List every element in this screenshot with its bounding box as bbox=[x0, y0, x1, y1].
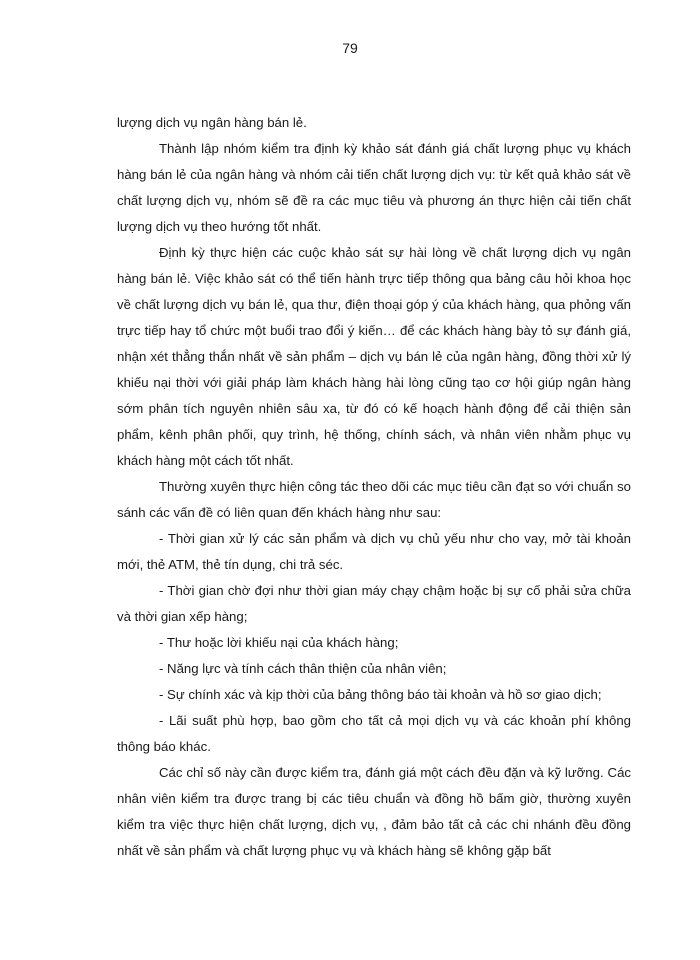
list-item-processing-time: - Thời gian xử lý các sản phẩm và dịch vụ chủ yếu như cho vay, mở tài khoản mới, thẻ ATM, thẻ tín dụng, chi trả séc. bbox=[117, 531, 631, 572]
paragraph-1: lượng dịch vụ ngân hàng bán lẻ. bbox=[117, 115, 307, 130]
paragraph-2: Thành lập nhóm kiểm tra định kỳ khảo sát đánh giá chất lượng phục vụ khách hàng bán lẻ của ngân hàng và nhóm cải tiến chất lượng dịch vụ: từ kết quả khảo sát về chất lượng dịch vụ, nhóm sẽ đề ra các mục tiêu và phương án thực hiện cải tiến chất lượng dịch vụ theo hướng tốt nhất. bbox=[117, 141, 631, 234]
document-body bbox=[117, 110, 631, 864]
page-number: 79 bbox=[342, 40, 358, 56]
paragraph-3: Định kỳ thực hiện các cuộc khảo sát sự hài lòng về chất lượng dịch vụ ngân hàng bán lẻ. Việc khảo sát có thể tiến hành trực tiếp thông qua bảng câu hỏi khoa học về chất lượng dịch vụ bán lẻ, qua thư, điện thoại góp ý của khách hàng, qua phỏng vấn trực tiếp hay tổ chức một buổi trao đổi ý kiến… để các khách hàng bày tỏ sự đánh giá, nhận xét thẳng thắn nhất về sản phẩm – dịch vụ bán lẻ của ngân hàng, đồng thời xử lý khiếu nại thời với giải pháp làm khách hàng hài lòng cũng tạo cơ hội giúp ngân hàng sớm phân tích nguyên nhiên sâu xa, từ đó có kế hoạch hành động để cải thiện sản phẩm, kênh phân phối, quy trình, hệ thống, chính sách, và nhân viên nhằm phục vụ khách hàng một cách tốt nhất. bbox=[117, 245, 631, 468]
list-item-staff-capability: - Năng lực và tính cách thân thiện của nhân viên; bbox=[159, 661, 447, 676]
paragraph-5: Các chỉ số này cần được kiểm tra, đánh giá một cách đều đặn và kỹ lưỡng. Các nhân viên kiểm tra được trang bị các tiêu chuẩn và đồng hồ bấm giờ, thường xuyên kiểm tra việc thực hiện chất lượng, dịch vụ, , đảm bảo tất cả các chi nhánh đều đồng nhất về sản phẩm và chất lượng phục vụ và khách hàng sẽ không gặp bất bbox=[117, 765, 631, 858]
list-item-accuracy: - Sự chính xác và kịp thời của bảng thông báo tài khoản và hồ sơ giao dịch; bbox=[159, 687, 602, 702]
paragraph-4: Thường xuyên thực hiện công tác theo dõi các mục tiêu cần đạt so với chuẩn so sánh các vấn đề có liên quan đến khách hàng như sau: bbox=[117, 479, 631, 520]
list-item-waiting-time: - Thời gian chờ đợi như thời gian máy chạy chậm hoặc bị sự cố phải sửa chữa và thời gian xếp hàng; bbox=[117, 583, 631, 624]
list-item-complaints: - Thư hoặc lời khiếu nại của khách hàng; bbox=[159, 635, 399, 650]
list-item-interest-rate: - Lãi suất phù hợp, bao gồm cho tất cả mọi dịch vụ và các khoản phí không thông báo khác. bbox=[117, 713, 631, 754]
